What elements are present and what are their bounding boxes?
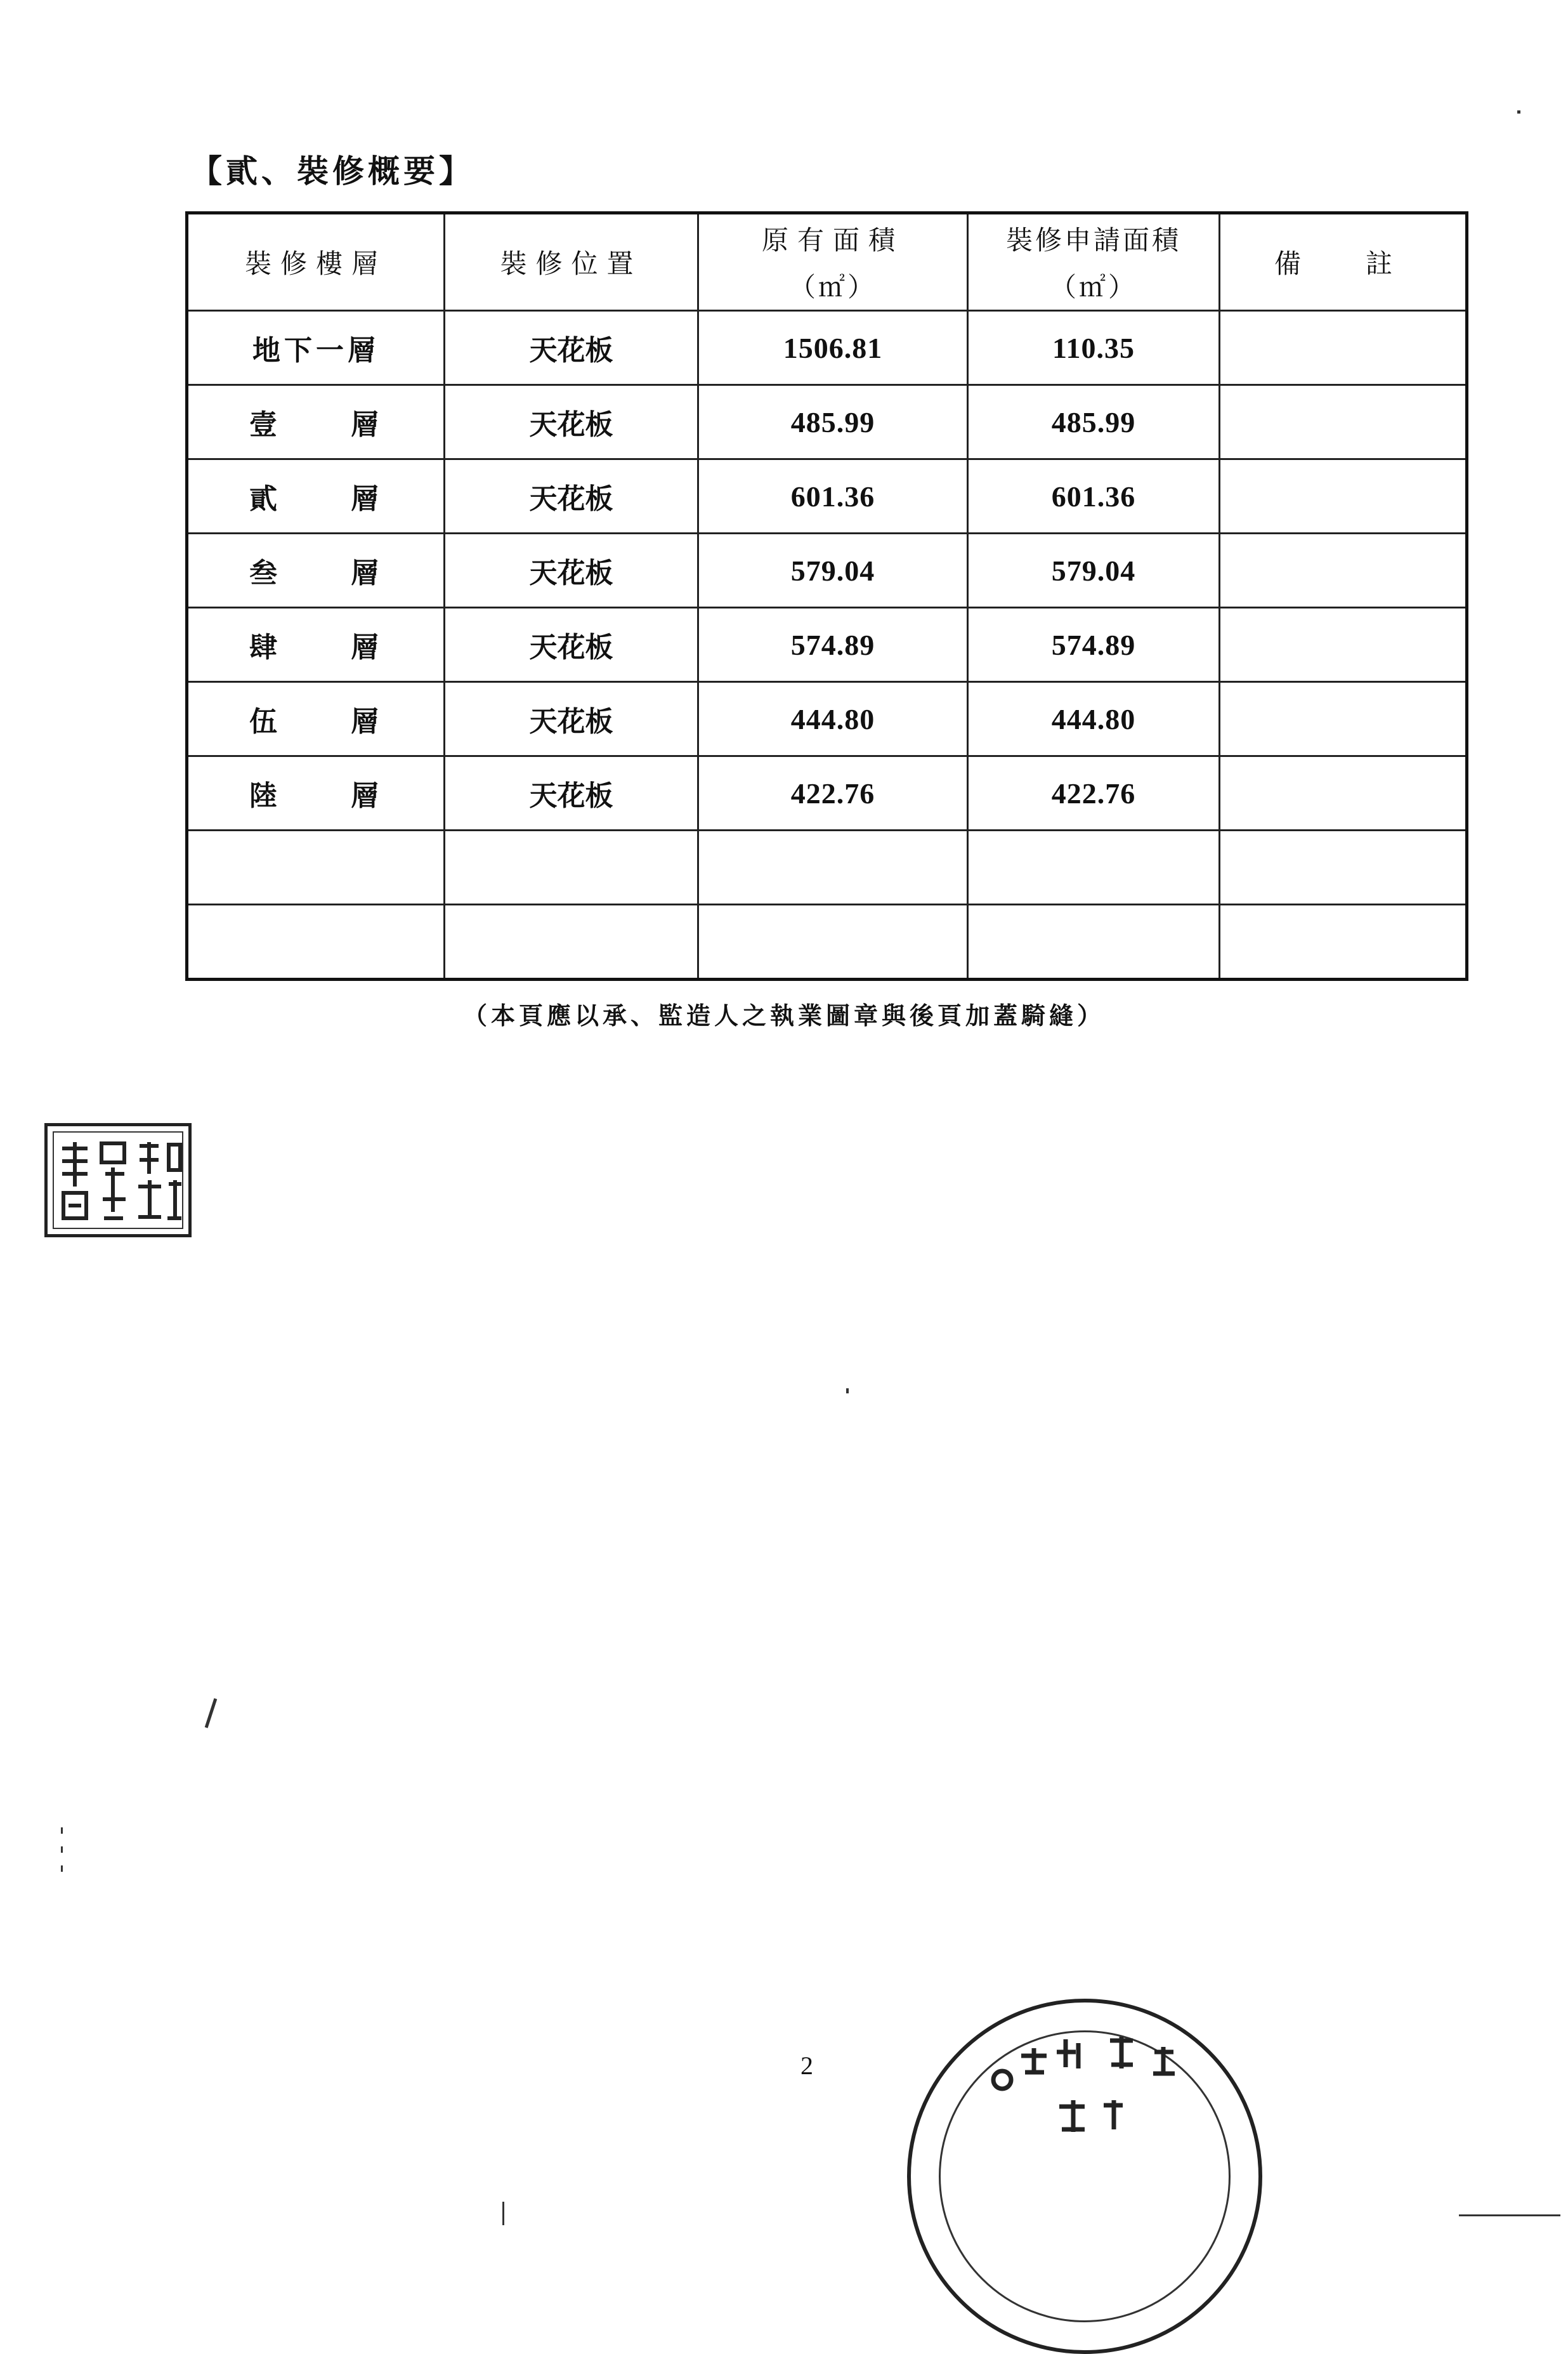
table-row <box>187 534 1467 608</box>
cell-remarks <box>1220 608 1467 682</box>
cell-applied-area: 110.35 <box>968 311 1220 385</box>
cell-original-area: 444.80 <box>698 682 968 756</box>
cell-remarks <box>1220 534 1467 608</box>
header-remarks: 備 註 <box>1220 213 1467 311</box>
table-row <box>187 608 1467 682</box>
scan-mark <box>502 2202 504 2225</box>
cell-original-area <box>698 831 968 905</box>
cell-remarks <box>1220 756 1467 831</box>
cell-floor <box>187 459 445 534</box>
cell-remarks <box>1220 311 1467 385</box>
floor-label: 陸 <box>249 780 281 812</box>
cell-floor <box>187 682 445 756</box>
cell-applied-area: 574.89 <box>968 608 1220 682</box>
cell-original-area: 601.36 <box>698 459 968 534</box>
table-row <box>187 682 1467 756</box>
cell-location <box>445 831 698 905</box>
scan-mark <box>61 1865 63 1872</box>
section-title: 【貳、裝修概要】 <box>190 152 474 190</box>
scan-mark <box>1517 110 1520 114</box>
cell-floor <box>187 831 445 905</box>
cell-applied-area <box>968 905 1220 980</box>
cell-remarks <box>1220 459 1467 534</box>
floor-label: 壹 <box>249 409 281 441</box>
cell-applied-area: 579.04 <box>968 534 1220 608</box>
cell-location: 天花板 <box>445 311 698 385</box>
cell-applied-area: 601.36 <box>968 459 1220 534</box>
scan-mark <box>1459 2214 1560 2216</box>
seal-round-glyphs-icon <box>907 1999 1262 2354</box>
header-floor: 裝修樓層 <box>187 213 445 311</box>
cell-floor <box>187 756 445 831</box>
cell-original-area: 485.99 <box>698 385 968 459</box>
renovation-summary-table <box>185 211 1468 981</box>
cell-original-area: 422.76 <box>698 756 968 831</box>
cell-location: 天花板 <box>445 534 698 608</box>
cell-applied-area: 444.80 <box>968 682 1220 756</box>
table-row-empty <box>187 905 1467 980</box>
cell-floor <box>187 534 445 608</box>
table-row-empty <box>187 831 1467 905</box>
scan-mark <box>61 1846 63 1853</box>
official-round-seal <box>907 1999 1262 2354</box>
cell-remarks <box>1220 831 1467 905</box>
header-location: 裝修位置 <box>445 213 698 311</box>
page-number: 2 <box>800 2051 813 2080</box>
architect-square-seal <box>44 1123 192 1237</box>
cell-applied-area: 422.76 <box>968 756 1220 831</box>
cell-location: 天花板 <box>445 682 698 756</box>
cell-floor <box>187 385 445 459</box>
floor-suffix: 層 <box>351 483 382 515</box>
cell-location <box>445 905 698 980</box>
header-original-area <box>698 213 968 311</box>
cell-floor <box>187 905 445 980</box>
floor-suffix: 層 <box>351 409 382 441</box>
header-applied-area-label: 裝修申請面積 <box>1005 225 1181 256</box>
cell-location: 天花板 <box>445 385 698 459</box>
table-row <box>187 311 1467 385</box>
cell-floor <box>187 608 445 682</box>
cell-floor <box>187 311 445 385</box>
table-row <box>187 385 1467 459</box>
floor-label: 肆 <box>249 631 281 664</box>
table-row <box>187 756 1467 831</box>
cell-original-area: 574.89 <box>698 608 968 682</box>
floor-label: 地下一層 <box>252 334 379 367</box>
stamp-instruction-note: （本頁應以承、監造人之執業圖章與後頁加蓋騎縫） <box>462 1001 1105 1030</box>
floor-label: 貳 <box>249 483 281 515</box>
cell-remarks <box>1220 905 1467 980</box>
scan-mark <box>846 1388 849 1393</box>
cell-applied-area <box>968 831 1220 905</box>
header-applied-area-unit: （㎡） <box>1049 272 1137 303</box>
floor-suffix: 層 <box>351 631 382 664</box>
cell-location: 天花板 <box>445 608 698 682</box>
cell-remarks <box>1220 682 1467 756</box>
cell-applied-area: 485.99 <box>968 385 1220 459</box>
cell-original-area: 1506.81 <box>698 311 968 385</box>
header-applied-area <box>968 213 1220 311</box>
floor-suffix: 層 <box>351 780 382 812</box>
floor-label: 叁 <box>249 557 281 589</box>
cell-original-area <box>698 905 968 980</box>
header-original-area-label: 原有面積 <box>761 225 904 256</box>
header-original-area-unit: （㎡） <box>788 272 877 303</box>
seal-glyphs-icon <box>44 1123 192 1237</box>
scan-mark <box>61 1827 63 1834</box>
table-row <box>187 459 1467 534</box>
floor-suffix: 層 <box>351 706 382 738</box>
cell-original-area: 579.04 <box>698 534 968 608</box>
scan-mark <box>205 1698 218 1728</box>
cell-location: 天花板 <box>445 459 698 534</box>
floor-suffix: 層 <box>351 557 382 589</box>
table-header-row <box>187 213 1467 311</box>
cell-remarks <box>1220 385 1467 459</box>
cell-location: 天花板 <box>445 756 698 831</box>
floor-label: 伍 <box>249 706 281 738</box>
